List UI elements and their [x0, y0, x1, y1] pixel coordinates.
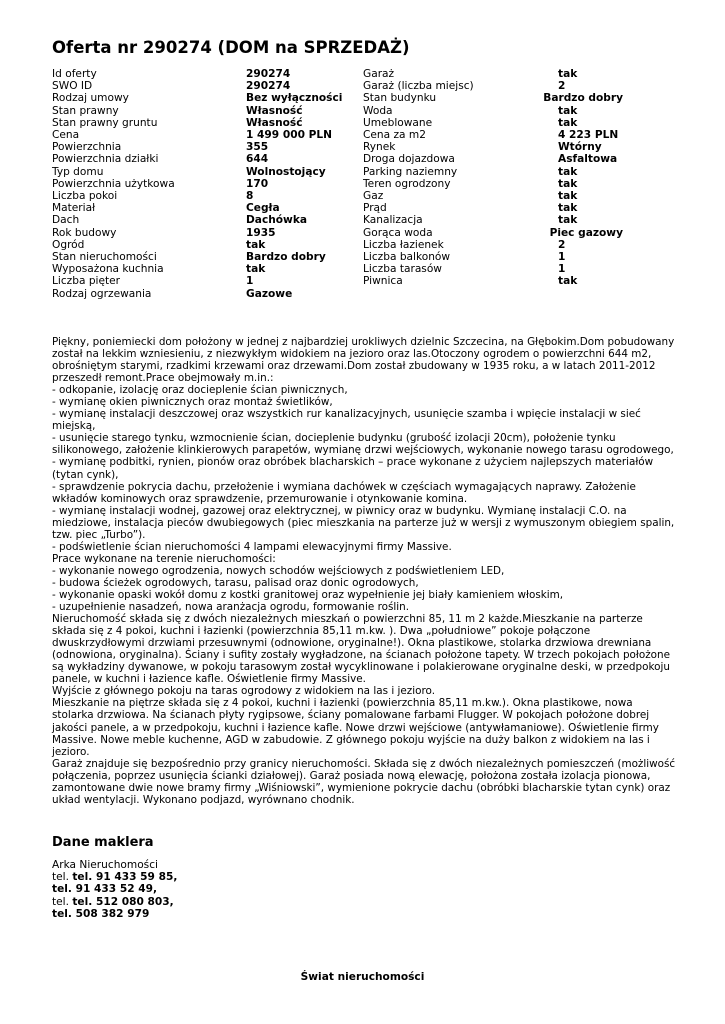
detail-value: 290274 — [246, 80, 291, 93]
description-paragraph: Mieszkanie na piętrze składa się z 4 pokoi, kuchni i łazienki (powierzchnia 85,11 m.kw.). Okna plastikowe, nowa stolarka drzwiowa. Na ścianach płyty rygipsowe, ściany pomalowane farbami Flugger. W pokojach położone dobrej jakości panele, a w przedpokoju, kuchni i łazience kafle. Nowe drzwi wejściowe (antywłamaniowe). Oświetlenie firmy Massive. Nowe meble kuchenne, AGD w zabudowie. Z głównego pokoju wyjście na duży balkon z widokiem na las i jezioro. — [52, 697, 659, 758]
detail-value: Własność — [246, 104, 303, 117]
detail-row — [363, 166, 623, 178]
detail-value: 4 223 PLN — [558, 129, 619, 142]
detail-row — [363, 80, 623, 92]
description-paragraph: - wymianę instalacji wodnej, gazowej oraz elektrycznej, w piwnicy oraz w budynku. Wymianę instalacji C.O. na miedziowe, instalacja pieców dwubiegowych (piec mieszkania na parterze już w wersji z wymuszonym obiegiem spalin, tzw. piec „Turbo”). — [52, 504, 675, 541]
detail-label: Gorąca woda — [363, 226, 433, 239]
detail-row — [52, 153, 363, 165]
detail-label: Rynek — [363, 141, 396, 154]
detail-row — [52, 68, 363, 80]
detail-value: Asfaltowa — [558, 153, 618, 166]
detail-label: Umeblowane — [363, 116, 433, 129]
detail-value: tak — [558, 190, 578, 203]
detail-row — [52, 275, 363, 287]
agent-phone-line — [52, 896, 177, 908]
detail-value: Bez wyłączności — [246, 92, 343, 105]
detail-row — [363, 92, 623, 104]
detail-row — [363, 275, 623, 287]
description-paragraph: - sprawdzenie pokrycia dachu, przełożenie i wymiana dachówek w częściach wymagających naprawy. Założenie wkładów kominowych oraz sprawdzenie, przemurowanie i otynkowanie komina. — [52, 480, 636, 505]
agent-contact — [52, 859, 177, 920]
detail-label: Liczba balkonów — [363, 251, 451, 264]
agent-phone: tel. 508 382 979 — [52, 907, 150, 920]
agent-company: Arka Nieruchomości — [52, 859, 158, 871]
detail-row — [52, 263, 363, 275]
detail-row — [363, 190, 623, 202]
detail-value: Bardzo dobry — [543, 92, 623, 105]
detail-value: Piec gazowy — [549, 226, 623, 239]
detail-label: Powierzchnia — [52, 141, 122, 154]
detail-row — [363, 178, 623, 190]
detail-row — [363, 251, 623, 263]
detail-row — [363, 239, 623, 251]
detail-row — [52, 239, 363, 251]
agent-phone: tel. 91 433 59 85, — [72, 871, 178, 884]
detail-value: tak — [558, 104, 578, 117]
agent-phone: tel. 91 433 52 49, — [52, 883, 158, 896]
detail-label: Garaż — [363, 68, 395, 80]
detail-value: 8 — [246, 190, 254, 203]
detail-row — [52, 178, 363, 190]
agent-phone-line — [52, 871, 177, 883]
description-paragraph: Garaż znajduje się bezpośrednio przy granicy nieruchomości. Składa się z dwóch niezależnych pomieszczeń (możliwość połączenia, poprzez usunięcia ścianki działowej). Garaż posiada nową elewację, położona została izolacja pionowa, zamontowane dwie nowe bramy firmy „Wiśniowski”, wymienione pokrycie dachu (obróbki blacharskie tytan cynk) oraz układ wentylacji. Wykonano podjazd, wyrównano chodnik. — [52, 757, 676, 806]
agent-phone-line — [52, 908, 177, 920]
detail-row — [52, 190, 363, 202]
detail-label: Rok budowy — [52, 226, 117, 239]
tel-prefix: tel. — [52, 871, 69, 884]
description-paragraph: Prace wykonane na terenie nieruchomości: — [52, 552, 276, 565]
detail-row — [52, 141, 363, 153]
description-paragraph: - podświetlenie ścian nieruchomości 4 lampami elewacyjnymi firmy Massive. — [52, 540, 452, 553]
description-paragraph: - uzupełnienie nasadzeń, nowa aranżacja ogrodu, formowanie roślin. — [52, 601, 410, 614]
page-title: Oferta nr 290274 (DOM na SPRZEDAŻ) — [52, 38, 410, 57]
detail-row — [52, 80, 363, 92]
detail-value: 1 — [558, 251, 566, 264]
detail-row — [363, 214, 623, 226]
detail-value: tak — [558, 68, 578, 80]
detail-row — [52, 117, 363, 129]
agent-heading: Dane maklera — [52, 835, 154, 850]
detail-label: Droga dojazdowa — [363, 153, 455, 166]
agent-phone: tel. 512 080 803, — [72, 895, 174, 908]
detail-row — [52, 202, 363, 214]
footer-brand: Świat nieruchomości — [300, 971, 425, 983]
detail-row — [52, 214, 363, 226]
detail-row — [52, 166, 363, 178]
detail-value: tak — [558, 202, 578, 215]
description-paragraph: Wyjście z głównego pokoju na taras ogrodowy z widokiem na las i jezioro. — [52, 685, 436, 698]
detail-row — [52, 129, 363, 141]
detail-row — [52, 227, 363, 239]
description-paragraph: - wymianę instalacji deszczowej oraz wszystkich rur kanalizacyjnych, usunięcie szamba i wpięcie instalacji w sieć miejską, — [52, 408, 641, 433]
detail-label: Stan budynku — [363, 92, 437, 105]
detail-value: 170 — [246, 177, 269, 190]
offer-details — [52, 68, 632, 300]
description-paragraph: - wymianę okien piwnicznych oraz montaż świetlików, — [52, 396, 333, 409]
detail-value: 2 — [558, 80, 566, 93]
tel-prefix: tel. — [52, 895, 69, 908]
detail-row — [52, 105, 363, 117]
detail-label: Powierzchnia działki — [52, 153, 159, 166]
offer-description — [52, 336, 677, 806]
detail-value: Gazowe — [246, 287, 293, 300]
detail-row — [363, 202, 623, 214]
detail-row — [52, 288, 363, 300]
description-paragraph: Nieruchomość składa się z dwóch niezależnych mieszkań o powierzchni 85, 11 m 2 każde.Mieszkanie na parterze składa się z 4 pokoi, kuchni i łazienki (powierzchnia 85,11 m.kw. ). Dwa „południowe” pokoje połączone dwuskrzydłowymi drzwiami przesuwnymi (odnowione, oryginalne!). Okna plastikowe, stolarka drzwiowa drewniana (odnowiona, oryginalna). Ściany i sufity zostały wygładzone, na ścianach położone tapety. W trzech pokojach położone są wykładziny dywanowe, w pokoju tarasowym został wycyklinowane i polakierowane oryginalne deski, w przedpokoju panele, w kuchni i łazience kafle. Oświetlenie firmy Massive. — [52, 613, 671, 686]
detail-value: tak — [558, 177, 578, 190]
detail-label: Wyposażona kuchnia — [52, 263, 164, 276]
description-paragraph: - usunięcie starego tynku, wzmocnienie ścian, docieplenie budynku (grubość izolacji 20cm), położenie tynku silikonowego, założenie klinkierowych parapetów, wymianę drzwi wejściowych, wykonanie nowego tarasu ogrodowego, — [52, 432, 674, 457]
detail-row — [363, 117, 623, 129]
detail-value: tak — [558, 116, 578, 129]
detail-label: Rodzaj umowy — [52, 92, 129, 105]
detail-label: Id oferty — [52, 68, 97, 80]
detail-row — [363, 129, 623, 141]
detail-label: Garaż (liczba miejsc) — [363, 80, 474, 93]
detail-value: 1935 — [246, 226, 276, 239]
detail-value: Wolnostojący — [246, 165, 326, 178]
detail-label: Liczba tarasów — [363, 263, 442, 276]
detail-value: Dachówka — [246, 214, 308, 227]
detail-row — [363, 68, 623, 80]
detail-label: Parking naziemny — [363, 165, 458, 178]
detail-row — [363, 227, 623, 239]
detail-value: 355 — [246, 141, 269, 154]
detail-label: Cena za m2 — [363, 129, 426, 142]
description-paragraph: - wymianę podbitki, rynien, pionów oraz obróbek blacharskich – prace wykonane z użyciem najlepszych materiałów (tytan cynk), — [52, 456, 654, 481]
detail-label: Rodzaj ogrzewania — [52, 287, 152, 300]
detail-label: Materiał — [52, 202, 96, 215]
detail-label: Stan prawny — [52, 104, 119, 117]
detail-value: 1 499 000 PLN — [246, 129, 333, 142]
detail-value: 2 — [558, 238, 566, 251]
detail-value: Wtórny — [558, 141, 602, 154]
detail-label: Stan prawny gruntu — [52, 116, 158, 129]
detail-row — [363, 263, 623, 275]
detail-label: Liczba pięter — [52, 275, 121, 288]
details-left-column — [52, 68, 363, 300]
description-paragraph: - wykonanie opaski wokół domu z kostki granitowej oraz wypełnienie jej biały kamieniem włoskim, — [52, 588, 564, 601]
detail-label: Powierzchnia użytkowa — [52, 177, 175, 190]
detail-value: 1 — [246, 275, 254, 288]
detail-label: Gaz — [363, 190, 384, 203]
detail-label: Dach — [52, 214, 80, 227]
detail-label: Liczba pokoi — [52, 190, 118, 203]
detail-row — [52, 92, 363, 104]
detail-row — [52, 251, 363, 263]
detail-label: Teren ogrodzony — [363, 177, 451, 190]
detail-label: Cena — [52, 129, 80, 142]
detail-value: Cegła — [246, 202, 280, 215]
detail-row — [363, 141, 623, 153]
detail-value: tak — [558, 214, 578, 227]
description-paragraph: Piękny, poniemiecki dom położony w jednej z najbardziej urokliwych dzielnic Szczecina, na Głębokim.Dom pobudowany został na lekkim wzniesieniu, z niezwykłym widokiem na jezioro oraz las.Otoczony ogrodem o powierzchni 644 m2, obrośniętym starymi, rzadkimi krzewami oraz drzewami.Dom został zbudowany w 1935 roku, a w latach 2011-2012 przeszedł remont.Prace obejmowały m.in.: — [52, 336, 675, 385]
detail-value: Własność — [246, 116, 303, 129]
detail-value: 644 — [246, 153, 269, 166]
detail-value: Bardzo dobry — [246, 251, 326, 264]
detail-value: 1 — [558, 263, 566, 276]
detail-label: Typ domu — [52, 165, 104, 178]
details-right-column — [363, 68, 623, 300]
detail-value: 290274 — [246, 68, 291, 80]
detail-row — [363, 153, 623, 165]
description-paragraph: - wykonanie nowego ogrodzenia, nowych schodów wejściowych z podświetleniem LED, — [52, 564, 505, 577]
agent-phone-line — [52, 883, 177, 895]
detail-value: tak — [558, 275, 578, 288]
detail-label: Piwnica — [363, 275, 403, 288]
detail-label: SWO ID — [52, 80, 93, 93]
detail-row — [363, 105, 623, 117]
detail-value: tak — [246, 263, 266, 276]
detail-value: tak — [246, 238, 266, 251]
detail-value: tak — [558, 165, 578, 178]
description-paragraph: - odkopanie, izolację oraz docieplenie ścian piwnicznych, — [52, 384, 348, 397]
detail-label: Ogród — [52, 238, 85, 251]
detail-label: Liczba łazienek — [363, 238, 444, 251]
detail-label: Woda — [363, 104, 393, 117]
description-paragraph: - budowa ścieżek ogrodowych, tarasu, palisad oraz donic ogrodowych, — [52, 576, 419, 589]
detail-label: Prąd — [363, 202, 387, 215]
detail-label: Stan nieruchomości — [52, 251, 157, 264]
detail-label: Kanalizacja — [363, 214, 423, 227]
